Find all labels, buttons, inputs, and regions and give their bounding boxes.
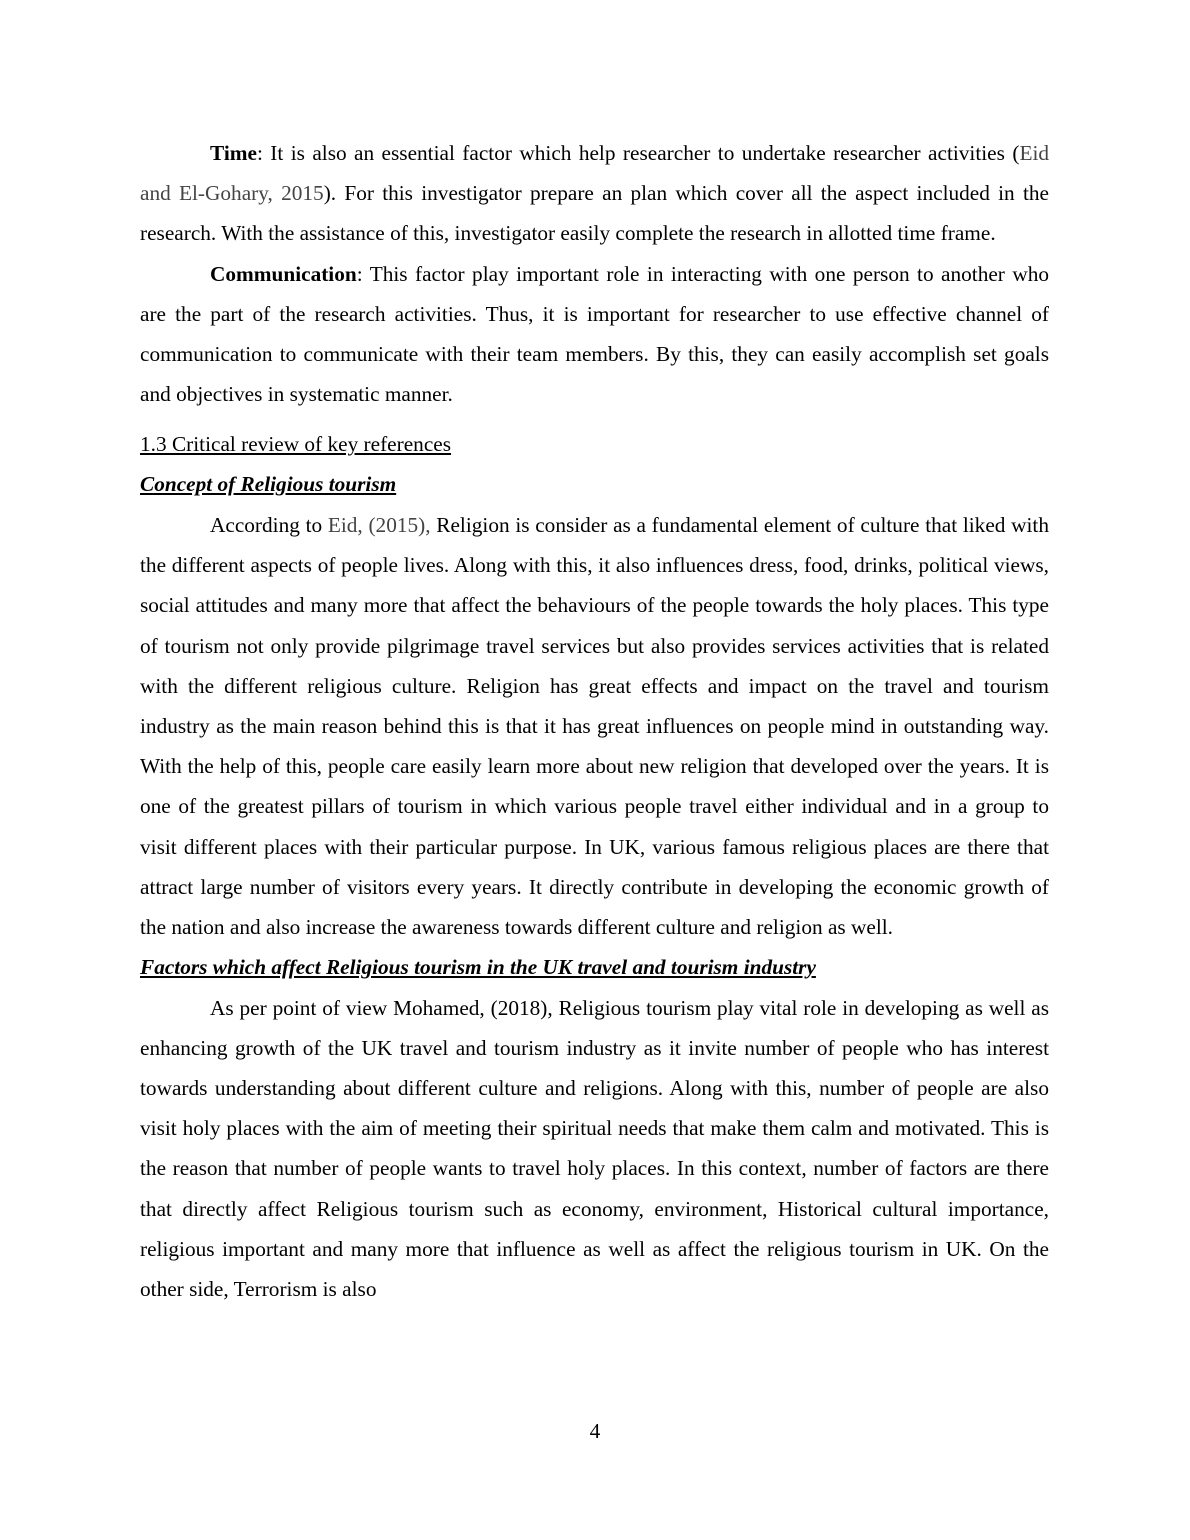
concept-paragraph xyxy=(140,505,1049,947)
communication-separator: : xyxy=(356,261,370,286)
factors-paragraph: As per point of view Mohamed, (2018), Religious tourism play vital role in developing as well as enhancing growth of the UK travel and tourism industry as it invite number of people who has interest towards understanding about different culture and religions. Along with this, number of people are also visit holy places with the aim of meeting their spiritual needs that make them calm and motivated. This is the reason that number of people wants to travel holy places. In this context, number of factors are there that directly affect Religious tourism such as economy, environment, Historical cultural importance, religious important and many more that influence as well as affect the religious tourism in UK. On the other side, Terrorism is also xyxy=(140,995,1049,1302)
section-heading: 1.3 Critical review of key references xyxy=(140,432,452,457)
concept-text-before-citation: According to xyxy=(210,512,328,537)
concept-text-after-citation: Religion is consider as a fundamental element of culture that liked with the different aspects of people lives. Along with this, it also influences dress, food, drinks, political views, social attitudes and many more that affect the behaviours of the people towards the holy places. This type of tourism not only provide pilgrimage travel services but also provides services activities that is related with the different religious culture. Religion has great effects and impact on the travel and tourism industry as the main reason behind this is that it has great influences on people mind in outstanding way. With the help of this, people care easily learn more about new religion that developed over the years. It is one of the greatest pillars of tourism in which various people travel either individual and in a group to visit different places with their particular purpose. In UK, various famous religious places are there that attract large number of visitors every years. It directly contribute in developing the economic growth of the nation and also increase the awareness towards different culture and religion as well. xyxy=(140,512,1049,939)
time-text-after-citation: ). For this investigator prepare an plan which cover all the aspect included in the research. With the assistance of this, investigator easily complete the research in allotted time frame. xyxy=(140,181,1049,246)
page-number: 4 xyxy=(589,1419,601,1443)
time-term: Time xyxy=(210,141,257,165)
communication-paragraph xyxy=(140,254,1049,415)
communication-term: Communication xyxy=(210,261,357,286)
concept-heading: Concept of Religious tourism xyxy=(140,472,397,497)
document-body xyxy=(140,133,1049,1309)
concept-citation: Eid, (2015), xyxy=(327,512,431,537)
time-text-before-citation: It is also an essential factor which help researcher to undertake researcher activities ( xyxy=(270,141,1020,165)
communication-text: This factor play important role in interacting with one person to another who are the part of the research activities. Thus, it is important for researcher to use effective channel of communication to communicate with their team members. By this, they can easily accomplish set goals and objectives in systematic manner. xyxy=(140,261,1049,407)
time-citation: Eid and El-Gohary, 2015 xyxy=(140,141,1050,206)
time-paragraph xyxy=(140,133,1049,254)
factors-heading: Factors which affect Religious tourism in the UK travel and tourism industry xyxy=(140,955,816,980)
time-separator: : xyxy=(256,141,271,165)
